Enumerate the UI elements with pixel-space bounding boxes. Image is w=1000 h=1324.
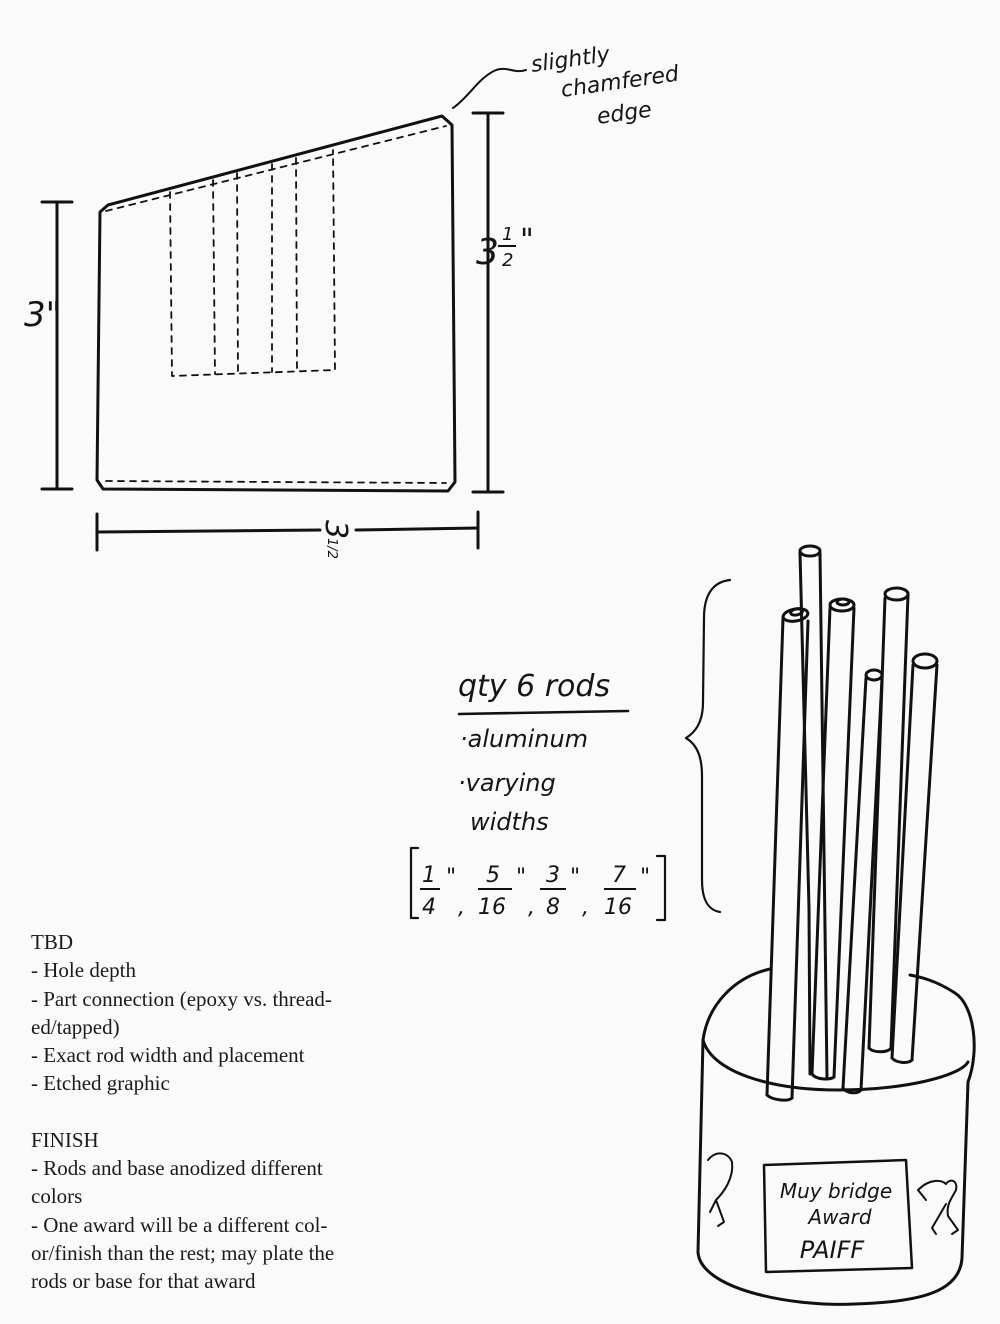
height-right-inch-mark: " [520, 223, 534, 258]
base-figure-left [708, 1153, 732, 1226]
plaque-line-3: PAIFF [799, 1236, 865, 1264]
width-3-inch-mark: " [570, 865, 581, 890]
dimension-line-right [473, 113, 503, 492]
rod-grooves-dashed [170, 150, 335, 376]
height-left-label: 3" [24, 295, 62, 335]
callout-line-2: chamfered [559, 61, 681, 103]
callout-line-1: slightly [529, 42, 612, 78]
plaque-line-2: Award [808, 1205, 872, 1229]
width-fraction: 1/2 [324, 538, 339, 559]
tbd-item: - Part connection (epoxy vs. thread- [31, 986, 332, 1011]
width-whole: 3 [318, 520, 353, 540]
width-1-denominator: 4 [422, 895, 436, 920]
finish-heading: FINISH [31, 1127, 99, 1152]
plaque-text [780, 1179, 892, 1264]
width-3-denominator: 8 [546, 895, 560, 920]
width-4-numerator: 7 [612, 863, 626, 888]
width-1-inch-mark: " [446, 865, 457, 890]
dimension-line-bottom [97, 512, 478, 550]
width-2-numerator: 5 [486, 863, 500, 888]
height-right-whole: 3 [476, 232, 499, 273]
rods-note-widths: widths [470, 808, 549, 836]
rods-note-title: qty 6 rods [458, 669, 611, 704]
width-4-inch-mark: " [640, 865, 651, 890]
tbd-item: ed/tapped) [31, 1014, 120, 1039]
rods-note [458, 669, 610, 836]
width-4-denominator: 16 [604, 895, 632, 920]
svg-text:,: , [458, 895, 465, 920]
title-underline [459, 711, 628, 714]
rods-note-material: ·aluminum [460, 725, 589, 753]
finish-item: rods or base for that award [31, 1269, 256, 1294]
width-2-denominator: 16 [478, 895, 506, 920]
rod-width-list [420, 863, 650, 920]
height-right-numerator: 1 [502, 224, 514, 245]
rods-note-varying: ·varying [458, 769, 556, 797]
tbd-heading: TBD [31, 930, 73, 954]
finish-item: or/finish than the rest; may plate the [31, 1240, 335, 1265]
finish-item: - One award will be a different col- [31, 1212, 328, 1237]
width-2-inch-mark: " [516, 865, 527, 890]
width-label [318, 520, 353, 559]
dimension-line-left [42, 202, 72, 489]
svg-text:,: , [582, 895, 589, 920]
callout-line-3: edge [595, 97, 654, 130]
base-figure-right [918, 1181, 958, 1234]
tbd-item: - Etched graphic [31, 1071, 170, 1096]
svg-text:,: , [528, 895, 535, 920]
height-right-denominator: 2 [502, 250, 514, 271]
finish-item: colors [31, 1184, 83, 1209]
block-outline [97, 116, 455, 491]
chamfer-dashes [106, 126, 446, 483]
width-1-numerator: 1 [422, 863, 436, 888]
callout-leader [453, 69, 526, 108]
callout-text [529, 42, 681, 130]
tbd-item: - Hole depth [31, 958, 136, 983]
finish-item: - Rods and base anodized different [31, 1156, 323, 1181]
tbd-item: - Exact rod width and placement [31, 1043, 305, 1068]
width-3-numerator: 3 [546, 863, 560, 888]
section-gap [31, 1098, 431, 1126]
notes-block [31, 928, 431, 1296]
curly-brace [686, 580, 730, 912]
plaque-line-1: Muy bridge [779, 1179, 893, 1203]
height-right-label [476, 223, 534, 273]
